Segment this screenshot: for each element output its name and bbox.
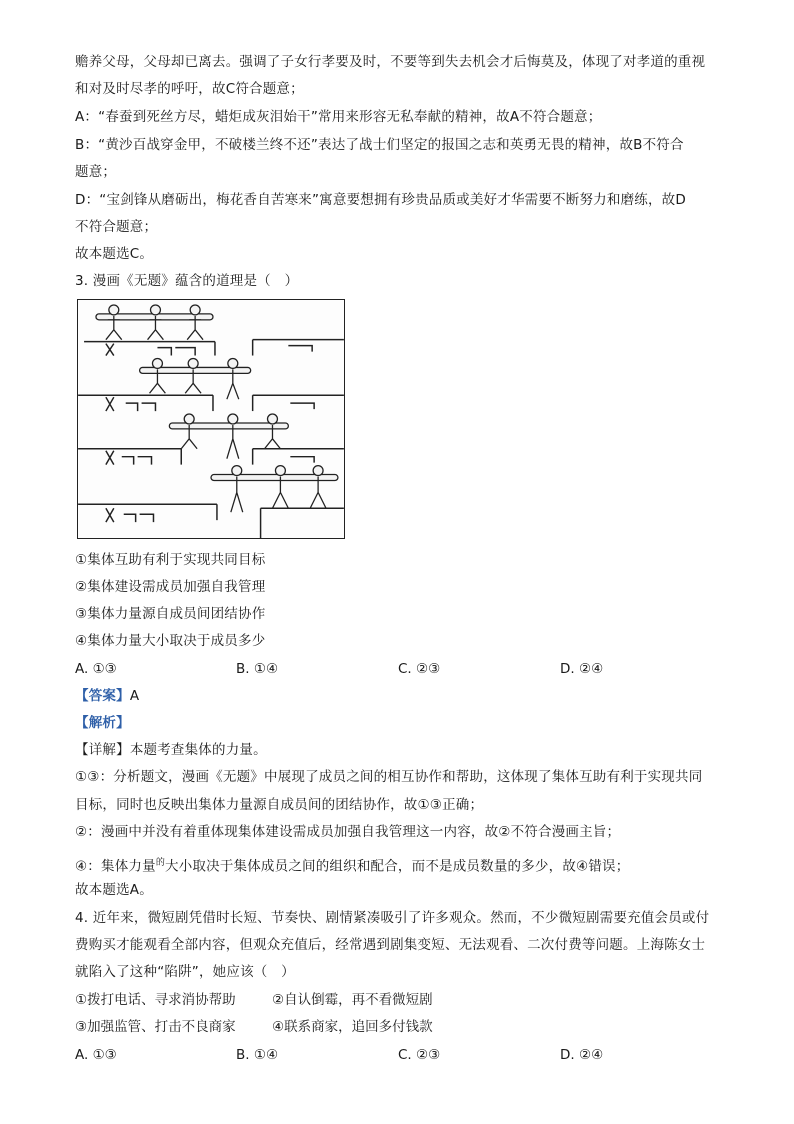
text-line: D：“宝剑锋从磨砺出，梅花香自苦寒来”寓意要想拥有珍贵品质或美好才华需要不断努力和磨练，故D [75, 192, 686, 208]
question-4-stem: 费购买才能观看全部内容，但观众充值后，经常遇到剧集变短、无法观看、二次付费等问题。上海陈女士 [75, 937, 706, 953]
text-line: 和对及时尽孝的呼吁，故C符合题意； [75, 81, 304, 97]
detail-tag: 【详解】 [75, 742, 130, 758]
comic-drawing [78, 300, 344, 538]
q4-option-b[interactable]: B. ①④ [236, 1047, 279, 1063]
explanation-line: ④：集体力量$^的$大小取决于集体成员之间的组织和配合，而不是成员数量的多少，故④错误； [75, 858, 630, 875]
q4-statement-1: ①拨打电话、寻求消协帮助 [75, 992, 236, 1008]
question-4-stem: 4. 近年来，微短剧凭借时长短、节奏快、剧情紧凑吸引了许多观众。然而，不少微短剧需要充值会员或付 [75, 910, 710, 926]
question-4-stem: 就陷入了这种“陷阱”，她应该（ ） [75, 964, 295, 980]
statement-4: ④集体力量大小取决于成员多少 [75, 633, 266, 649]
text-line: 故本题选C。 [75, 246, 154, 262]
detail-text: 本题考查集体的力量。 [129, 742, 267, 758]
statement-2: ②集体建设需成员加强自我管理 [75, 579, 266, 595]
q3-option-b[interactable]: B. ①④ [236, 661, 279, 677]
q3-option-d[interactable]: D. ②④ [560, 661, 604, 677]
q3-option-c[interactable]: C. ②③ [398, 661, 441, 677]
answer-value: A [129, 688, 140, 704]
superscript-char: 的 [155, 858, 166, 868]
text-line: 题意； [75, 164, 117, 180]
q4-statement-4: ④联系商家，追回多付钱款 [272, 1019, 433, 1035]
text-line: 赡养父母，父母却已离去。强调了子女行孝要及时，不要等到失去机会才后悔莫及，体现了对孝道的重视 [75, 54, 706, 70]
statement-1: ①集体互助有利于实现共同目标 [75, 552, 266, 568]
detail-line [75, 740, 725, 760]
text-line: B：“黄沙百战穿金甲，不破楼兰终不还”表达了战士们坚定的报国之志和英勇无畏的精神，故B不符合 [75, 137, 684, 153]
comic-illustration [77, 299, 345, 539]
q4-option-a[interactable]: A. ①③ [75, 1047, 117, 1063]
explanation-line: ①③：分析题文，漫画《无题》中展现了成员之间的相互协作和帮助，这体现了集体互助有利于实现共同 [75, 769, 703, 785]
statement-3: ③集体力量源自成员间团结协作 [75, 606, 266, 622]
q4-statement-3: ③加强监管、打击不良商家 [75, 1019, 236, 1035]
analysis-tag-line [75, 713, 725, 733]
answer-line [75, 686, 725, 706]
analysis-tag: 【解析】 [75, 715, 130, 731]
q4-option-c[interactable]: C. ②③ [398, 1047, 441, 1063]
explanation-line: 目标，同时也反映出集体力量源自成员间的团结协作，故①③正确； [75, 797, 484, 813]
conclusion-line: 故本题选A。 [75, 882, 153, 898]
text-line: 不符合题意； [75, 219, 158, 235]
explanation-line: ②：漫画中并没有着重体现集体建设需成员加强自我管理这一内容，故②不符合漫画主旨； [75, 824, 621, 840]
text-line: A：“春蚕到死丝方尽，蜡炬成灰泪始干”常用来形容无私奉献的精神，故A不符合题意； [75, 109, 602, 125]
q3-option-a[interactable]: A. ①③ [75, 661, 117, 677]
question-3-stem: 3. 漫画《无题》蕴含的道理是（ ） [75, 273, 299, 289]
q4-statement-2: ②自认倒霉，再不看微短剧 [272, 992, 433, 1008]
q4-option-d[interactable]: D. ②④ [560, 1047, 604, 1063]
answer-tag: 【答案】 [75, 688, 130, 704]
